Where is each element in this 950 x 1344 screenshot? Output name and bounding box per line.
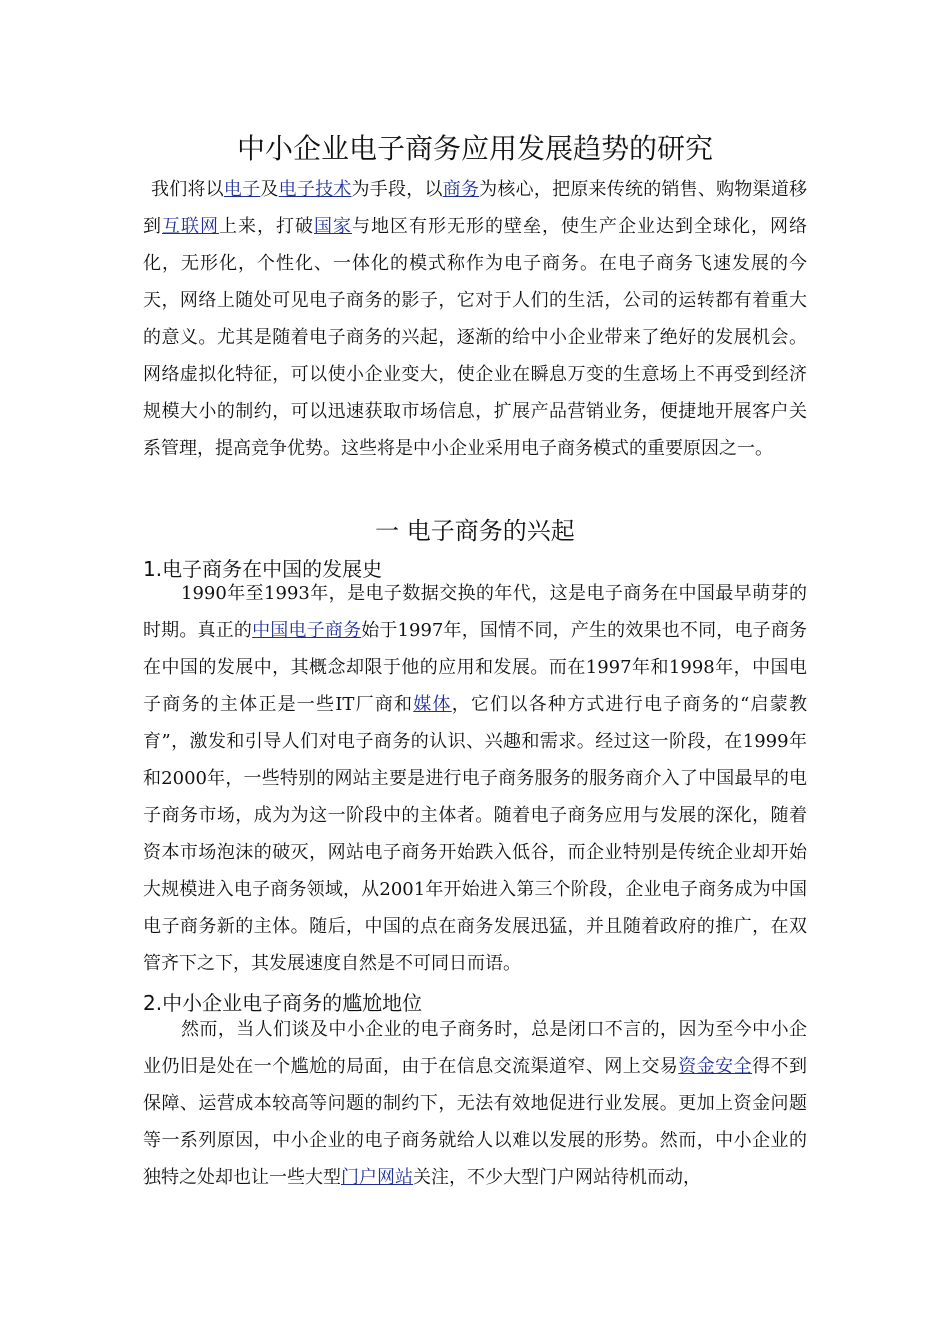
paragraph-text: 得不到保障、运营成本较高等问题的制约下，无法有效地促进行业发展。更加上资金问题等一系列原因，中小企业的电子商务就给人以难以发展的形势。然而，中小企业的独特之处却也让一些大型 — [143, 1056, 808, 1188]
hyperlink[interactable]: 中国电子商务 — [252, 620, 362, 641]
paragraph-text: 为核心，把原来传统的销售、购物渠道移到 — [143, 179, 808, 237]
paragraph-text: 我们将以 — [151, 179, 224, 200]
hyperlink[interactable]: 电子 — [223, 179, 261, 200]
hyperlink[interactable]: 电子技术 — [278, 179, 352, 200]
paragraph-text: 然而，当人们谈及中小企业的电子商务时，总是闭口不言的，因为至今中小企业仍旧是处在一个尴尬的局面，由于在信息交流渠道窄、网上交易 — [143, 1019, 807, 1077]
paragraph-text: 为手段，以 — [351, 179, 443, 200]
hyperlink[interactable]: 商务 — [442, 179, 480, 200]
paragraph-text: 及 — [260, 179, 279, 200]
paragraph-text: 1990年至1993年，是电子数据交换的年代，这是电子商务在中国最早萌芽的时期。真正的 — [143, 583, 807, 641]
document-title: 中小企业电子商务应用发展趋势的研究 — [236, 132, 713, 165]
subsection-heading-position: 2.中小企业电子商务的尴尬地位 — [143, 991, 423, 1015]
subsection-heading-history: 1.电子商务在中国的发展史 — [143, 557, 383, 581]
paragraph-text: ，它们以各种方式进行电子商务的“启蒙教育”，激发和引导人们对电子商务的认识、兴趣和需求。经过这一阶段，在1999年和2000年，一些特别的网站主要是进行电子商务服务的服务商介入了中国最早的电子商务市场，成为为这一阶段中的主体者。随着电子商务应用与发展的深化，随着资本市场泡沫的破灭，网站电子商务开始跌入低谷，而企业特别是传统企业却开始大规模进入电子商务领域，从2001年开始进入第三个阶段，企业电子商务成为中国电子商务新的主体。随后，中国的点在商务发展迅猛，并且随着政府的推广，在双管齐下之下，其发展速度自然是不可同日而语。 — [143, 694, 807, 974]
hyperlink[interactable]: 资金安全 — [678, 1056, 753, 1077]
hyperlink[interactable]: 媒体 — [413, 694, 452, 715]
hyperlink[interactable]: 门户网站 — [341, 1167, 413, 1188]
paragraph-text: 始于1997年，国情不同，产生的效果也不同，电子商务在中国的发展中，其概念却限于他的应用和发展。而在1997年和1998年，中国电子商务的主体正是一些IT厂商和 — [143, 620, 807, 715]
paragraph-text: 与地区有形无形的壁垒，使生产企业达到全球化，网络化，无形化，个性化、一体化的模式称作为电子商务。在电子商务飞速发展的今天，网络上随处可见电子商务的影子，它对于人们的生活，公司的运转都有着重大的意义。尤其是随着电子商务的兴起，逐渐的给中小企业带来了绝好的发展机会。网络虚拟化特征，可以使小企业变大，使企业在瞬息万变的生意场上不再受到经济规模大小的制约，可以迅速获取市场信息，扩展产品营销业务，便捷地开展客户关系管理，提高竞争优势。这些将是中小企业采用电子商务模式的重要原因之一。 — [143, 216, 807, 459]
hyperlink[interactable]: 国家 — [314, 216, 352, 237]
section-heading: 一 电子商务的兴起 — [375, 517, 575, 545]
intro-paragraph — [143, 171, 807, 467]
paragraph-text: 上来，打破 — [219, 216, 314, 237]
paragraph-text: 关注，不少大型门户网站待机而动， — [413, 1167, 701, 1188]
history-paragraph — [143, 575, 807, 982]
position-paragraph — [143, 1011, 807, 1196]
hyperlink[interactable]: 互联网 — [162, 216, 219, 237]
